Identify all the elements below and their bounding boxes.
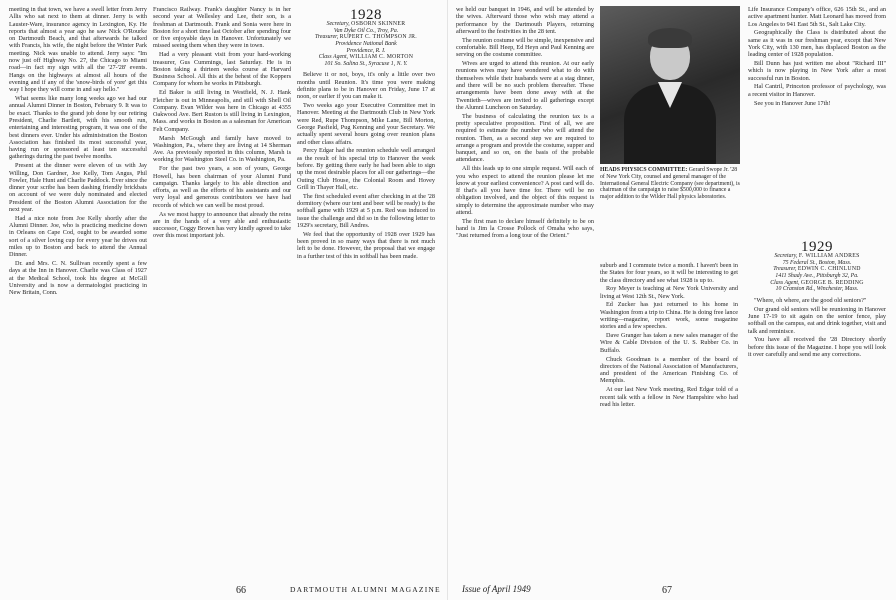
secretary-address: 75 Federal St., Boston, Mass.: [782, 259, 852, 266]
paragraph: "Where, oh where, are the good old seniors?": [754, 296, 867, 304]
photo-figure-hair: [648, 28, 692, 48]
paragraph: At our last New York meeting, Red Edgar told of a recent talk with a fellow in New Hampshire who had read his letter.: [600, 386, 738, 408]
class-agent: Class Agent, GEORGE B. REDDING: [770, 279, 864, 286]
portrait-photo: [600, 6, 740, 164]
agent-address: 10 Cranston Rd., Winchester, Mass.: [775, 286, 859, 293]
treasurer-address-2: Providence, R. I.: [346, 47, 386, 54]
paragraph: Wives are urged to attend this reunion. At our early reunions wives may have wondered what to do with themselves while their husbands were at a stag dinner, and there will be no such problem thereafter. These arrangements have been done away with at the Twentieth—wives are invited to all gatherings except the Alumni Luncheon on Saturday.: [456, 60, 594, 111]
right-column-1: [456, 6, 594, 566]
paragraph: Chuck Goodman is a member of the board of directors of the National Association of Manufacturers, and president of the American Finishing Co. of Memphis.: [600, 355, 738, 385]
paragraph: The reunion costume will be simple, inexpensive and comfortable. Bill Heep, Ed Heyn and Paul Kenning are serving on the costume committee.: [456, 36, 594, 59]
right-column-2: [600, 262, 738, 562]
left-column-1: [9, 6, 147, 566]
paragraph: Dave Granger has taken a new sales manager of the Wire & Cable Division of the U. S. Rubber Co. in Buffalo.: [600, 332, 738, 354]
paragraph: Marsh McGough and family have moved to Washington, Pa., where they are living at 14 Sherman Ave. As previously reported in this column, Marsh is working for Washington Steel Co. in Washington, Pa.: [153, 134, 291, 164]
page-number: 66: [236, 585, 246, 596]
paragraph: Roy Meyer is teaching at New York University and living at West 12th St., New York.: [600, 285, 738, 300]
paragraph: For the past two years, a son of yours, George Howell, has been chairman of your Alumni Fund campaign. Thanks largely to his able direction and efforts, as well as the efforts of his assistants and our very loyal and generous contributors we have had records of which we can well be most proud.: [153, 165, 291, 209]
paragraph: Life Insurance Company's office, 626 15th St., and an active apartment hunter. Matt Leonard has moved from Los Angeles to 941 East 5th St., Salt Lake City.: [748, 6, 886, 28]
page-gutter: [447, 0, 448, 600]
paragraph: suburb and I commute twice a month. I haven't been in the States for four years, so it will be interesting to get the class directory and see what 1928 is up to.: [600, 262, 738, 284]
secretary-address: Van Dyke Oil Co., Troy, Pa.: [333, 27, 399, 34]
magazine-title: DARTMOUTH ALUMNI MAGAZINE: [290, 585, 441, 594]
class-secretary: Secretary, OSBORN SKINNER: [326, 21, 406, 28]
paragraph: Two weeks ago your Executive Committee met in Hanover. Meeting at the Dartmouth Club in New York were Red, Rupe Thompson, Mike Lane, Bill Morton, George Pasfield, Pug Kenning and your Secretary. We actually spent several hours going over reunion plans and other class affairs.: [297, 102, 435, 146]
caption-text: Gerard Swope Jr. '28 of New York City, counsel and general manager of the International General Electric Company (see department), is chairman of the campaign to raise $500,000 to finance a major addition to the Wilder Hall physics laboratories.: [600, 167, 740, 201]
paragraph: Francisco Railway. Frank's daughter Nancy is in her second year at Wellesley and Lee, their son, is a freshman at Dartmouth. Frank and Sonia were here in Boston for a short time last October after spending four or five enjoyable days in Hanover. Unfortunately we missed seeing them when they were in town.: [153, 6, 291, 50]
paragraph: The first man to declare himself definitely to be on hand is Jim la Crosse Pollock of Omaha who says, "Just returned from a long tour of the Orient.": [456, 217, 594, 240]
paragraph: Geographically the Class is distributed about the same as it was in our freshman year, except that New York City, with 130 men, has displaced Boston as the leading center of 1928 population.: [748, 29, 886, 59]
class-agent: Class Agent, WILLIAM C. MORTON: [318, 54, 414, 61]
paragraph: Had a very pleasant visit from your hard-working treasurer, Gus Cummings, last Saturday. He is in Boston taking a thirteen weeks course at Harvard Business School. All this at the behest of the Koppers Company for whom he works in Pittsburgh.: [153, 51, 291, 88]
paragraph: What seems like many long weeks ago we had our annual Alumni Dinner in Boston, February 9. It was to be exact. Thanks to the grand job done by our retiring President, Charlie Bartlett, with his smooth run, entertaining and interesting program, it was one of the best dinners ever. Under his administration the Boston Association has finished its most successful year, having run or sponsored at least ten successful gatherings during the past twelve months.: [9, 95, 147, 161]
paragraph: we held our banquet in 1946, and will be attended by the wives. Afterward those who wish may attend a performance by the Dartmouth Players, returning afterward to the festivities in the 28 tent.: [456, 6, 594, 35]
treasurer-address: 1411 Shady Ave., Pittsburgh 32, Pa.: [775, 273, 859, 280]
paragraph: meeting in that town, we have a swell letter from Jerry Allis who sat next to them at dinner. Jerry is with Lauster-Ware, insurance agency in Lexington, Ky. He reports that almost a year ago he saw Nick O'Rourke on Dartmouth Beach, and that afterwards he talked with Francis, his wife, the night before the Winter Park meeting. Nick was unable to attend. Jerry says: "Im now just off Highway No. 27, the Chicago to Miami road—in fact my sign with all the '27-'28' events. Hangs on the highways at almost all hours of the evening and if any of the 'snow-birds of yore' get this way I hope they will come in and say hello.": [9, 6, 147, 94]
agent-address: 101 So. Salina St., Syracuse 1, N. Y.: [324, 60, 408, 67]
paragraph: Dr. and Mrs. C. N. Sullivan recently spent a few days at the Inn in Hanover. Charlie was Class of 1927 at the Medical School, took his degree at McGill University and is now a dermatologist practicing in New Britain, Conn.: [9, 260, 147, 297]
class-year-heading: 1929: [801, 239, 833, 255]
caption-heading: HEADS PHYSICS COMMITTEE:: [600, 167, 688, 173]
right-column-3-top: [748, 6, 886, 236]
paragraph: Ed Baker is still living in Westfield, N. J. Hank Fletcher is out in Minneapolis, and still with Shell Oil Company. Evan Wilder was here in Chicago at 4355 Oakwood Ave. Bert Ruston is still living in Lexington, Mass. and works in Boston as a salesman for American Felt Company.: [153, 89, 291, 133]
paragraph: Bill Dunn has just written me about "Richard III" which is now playing in New York after a most successful run in Boston.: [748, 60, 886, 82]
left-column-3: [297, 6, 435, 566]
paragraph: Present at the dinner were eleven of us with Jay Willing, Don Gardner, Joe Kelly, Tom Angus, Phil Fowler, Hale Hunt and Charlie Paddock. Ever since the dinner your scribe has been dashing friendly brickbats on account of we were duly nominated and elected President of the Boston Alumni Association for the next year.: [9, 162, 147, 214]
issue-date: Issue of April 1949: [462, 584, 531, 594]
paragraph: The business of calculating the reunion tax is a pretty speculative proposition. First of all, we are required to estimate the number who will attend the reunion. Then, as a second step we are required to arrange a program and provide the costume, supper and banquet, and so on, on the basis of the probable attendance.: [456, 112, 594, 164]
paragraph: All this leads up to one simple request. Will each of you who expect to attend the reunion please let me know at your earliest convenience? A post card will do. If that's all you have time for. There will be no obligation involved, and the object of this request is simply to determine the approximate number who may attend.: [456, 165, 594, 217]
right-page: [450, 0, 896, 600]
paragraph: Had a nice note from Joe Kelly shortly after the Alumni Dinner. Joe, who is practicing medicine down in Orleans on Cape Cod, ought to be awarded some sort of a silver loving cup for every year he drives out miles up to Boston and back to attend the Annual Dinner.: [9, 214, 147, 259]
paragraph: See you in Hanover June 17th!: [754, 99, 831, 107]
paragraph: As we most happy to announce that already the reins are in the hands of a very able and enthusiastic successor, Coggy Brown has very kindly agreed to take over this most important job.: [153, 210, 291, 240]
class-year-heading: 1928: [350, 7, 382, 23]
paragraph: Believe it or not, boys, it's only a little over two months until Reunion. It's time you were making definite plans to be in Hanover on Friday, June 17 at noon, or earlier if you can make it.: [297, 71, 435, 101]
paragraph: Our grand old seniors will be reunioning in Hanover June 17-19 to sit again on the senior fence, play softball on the campus, eat and drink together, visit and talk and reminisce.: [748, 305, 886, 335]
paragraph: The first scheduled event after checking in at the '28 dormitory (where our tent and beer will be ready) is the softball game with 1929 at 5 p.m. Red was induced to issue the challenge and did so in the following letter to 1929's secretary, Bill Andres.: [297, 192, 435, 229]
photo-caption: [600, 167, 740, 201]
paragraph: Hal Cantril, Princeton professor of psychology, was a recent visitor in Hanover.: [748, 83, 886, 98]
page-number: 67: [662, 585, 672, 596]
class-treasurer: Treasurer, EDWIN C. CHINLUND: [773, 266, 861, 273]
left-page: [0, 0, 446, 600]
paragraph: You have all received the '28 Directory shortly before this issue of the Magazine. I hope you will look it over carefully and send me any corrections.: [748, 336, 886, 358]
class-treasurer: Treasurer, RUPERT C. THOMPSON JR.: [314, 34, 418, 41]
right-column-3-bottom: [748, 238, 886, 563]
left-column-2: [153, 6, 291, 566]
paragraph: Ed Zucker has just returned to his home in Washington from a trip to China. He is doing free lance writing—magazine, report work, some magazine stories and a few speeches.: [600, 301, 738, 331]
treasurer-address-1: Providence National Bank: [335, 41, 397, 48]
class-secretary: Secretary, F. WILLIAM ANDRES: [774, 253, 860, 260]
paragraph: We feel that the opportunity of 1928 over 1929 has been proved in so many ways that there is not much left to be done. However, the proposal that we engage in a further test of this in softball has been made.: [297, 230, 435, 260]
paragraph: Percy Edgar had the reunion schedule well arranged as the result of his special trip to Hanover the week before. By getting there early he had been able to sign up the most desirable places for all our gatherings—the Outing Club House, the Colonial Room and Hovey Grill in Thayer Hall, etc.: [297, 147, 435, 191]
